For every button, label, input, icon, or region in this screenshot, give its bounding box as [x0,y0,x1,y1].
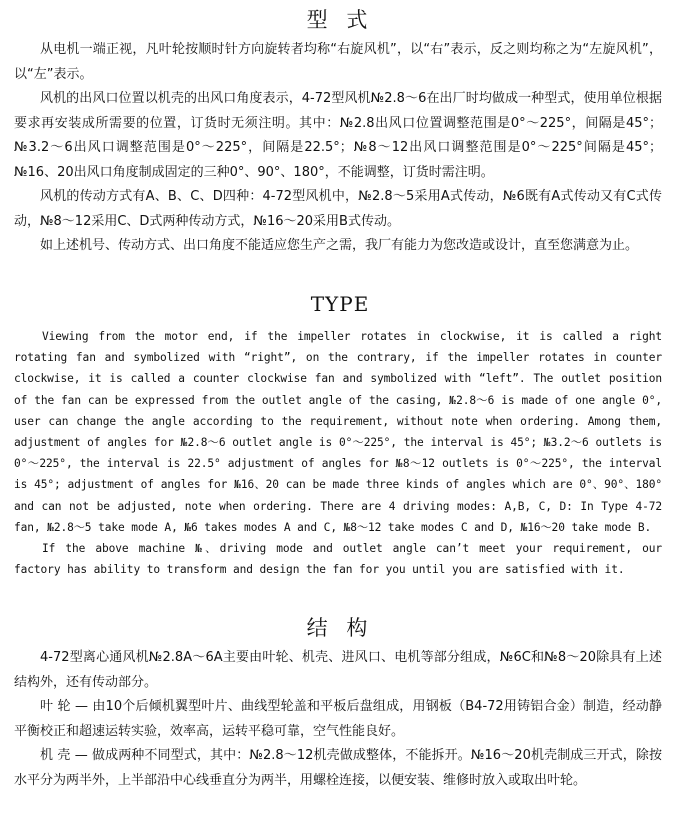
paragraph: 风机的出风口位置以机壳的出风口角度表示，4-72型风机№2.8～6在出厂时均做成一种型式，使用单位根据要求再安装成所需要的位置，订货时无须注明。其中：№2.8出风口位置调整范围是0°～225°，间隔是45°；№3.2～6出风口调整范围是0°～225°，间隔是22.5°；№8～12出风口调整范围是0°～225°间隔是45°；№16、20出风口角度制成固定的三种0°、90°、180°，不能调整，订货时需注明。 [14,91,662,180]
paragraph: 机 壳 — 做成两种不同型式，其中：№2.8～12机壳做成整体，不能拆开。№16～20机壳制成三开式，除按水平分为两半外，上半部沿中心线垂直分为两半，用螺栓连接，以便安装、维修时放入或取出叶轮。 [14,748,662,788]
paragraph: Viewing from the motor end, if the impeller rotates in clockwise, it is called a right rotating fan and symbolized with “right”, on the contrary, if the impeller rotates in counter clockwise, it is called a counter clockwise fan and symbolized with “left”. The outlet position of the fan can be expressed from the outlet angle of the casing, №2.8～6 is made of one angle 0°, user can change the angle according to the requirement, without note when ordering. Among them, adjustment of angles for №2.8～6 outlet angle is 0°～225°, the interval is 45°; №3.2～6 outlets is 0°～225°, the interval is 22.5° adjustment of angles for №8～12 outlets is 0°～225°, the interval is 45°; adjustment of angles for №16、20 can be made three kinds of angles which are 0°、90°、180° and can not be adjusted, note when ordering. There are 4 driving modes: A,B, C, D: In Type 4-72 fan, №2.8～5 take mode A, №6 takes modes A and C, №8～12 take modes C and D, №16～20 take mode B. [14,330,662,534]
paragraph: 如上述机号、传动方式、出口角度不能适应您生产之需，我厂有能力为您改造或设计，直至您满意为止。 [40,238,639,253]
paragraph: 风机的传动方式有A、B、C、D四种：4-72型风机中，№2.8～5采用A式传动，№6既有A式传动又有C式传动，№8～12采用C、D式两种传动方式，№16～20采用B式传动。 [14,189,662,229]
type-en-body [14,326,662,580]
paragraph: 4-72型离心通风机№2.8A～6A主要由叶轮、机壳、进风口、电机等部分组成，№6C和№8～20除具有上述结构外，还有传动部分。 [14,650,662,690]
paragraph: 叶 轮 — 由10个后倾机翼型叶片、曲线型轮盖和平板后盘组成，用钢板（B4-72用铸铝合金）制造，经动静平衡校正和超速运转实验，效率高，运转平稳可靠，空气性能良好。 [14,699,662,739]
section-title-type-en: TYPE [310,292,370,316]
paragraph: 从电机一端正视，凡叶轮按顺时针方向旋转者均称“右旋风机”，以“右”表示，反之则均称之为“左旋风机”，以“左”表示。 [14,42,662,82]
section-title-structure-cn: 结 构 [306,616,374,640]
section-title-type-cn: 型 式 [306,8,374,32]
type-cn-body [14,38,662,259]
structure-cn-body [14,646,662,793]
paragraph: If the above machine №、driving mode and outlet angle can’t meet your requirement, our factory has ability to transform and design the fan for you until you are satisfied with it. [14,542,662,577]
